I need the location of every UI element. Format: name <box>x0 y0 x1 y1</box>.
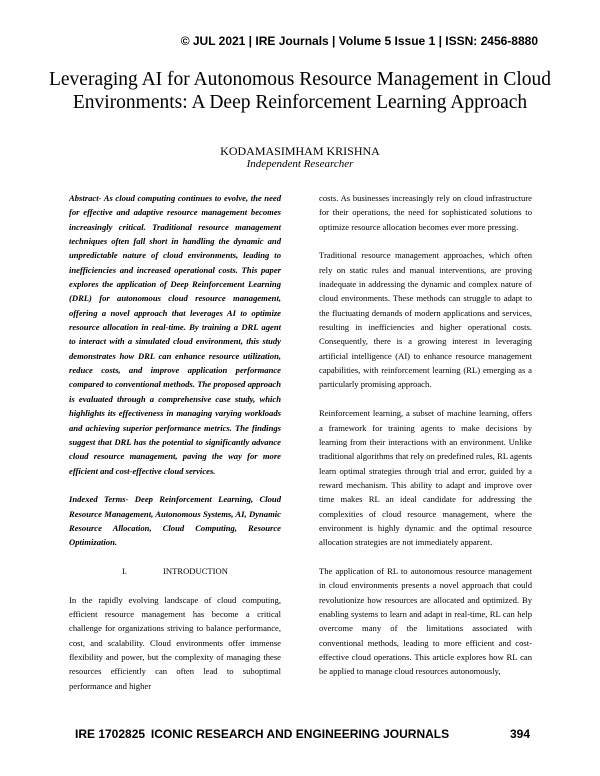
left-column <box>69 191 281 707</box>
journal-header: © JUL 2021 | IRE Journals | Volume 5 Issue 1 | ISSN: 2456-8880 <box>180 34 538 48</box>
paragraph: Reinforcement learning, a subset of machine learning, offers a framework for training agents to make decisions by learning from their interactions with an environment. Unlike traditional algorithms that rely on predefined rules, RL agents learn optimal strategies through trial and error, guided by a reward mechanism. This ability to adapt and improve over time makes RL an ideal candidate for addressing the complexities of cloud resource management, where the environment is highly dynamic and the optimal resource allocation strategies are not immediately apparent. <box>319 408 532 548</box>
section-number: I. <box>122 565 128 576</box>
footer-journal-name: ICONIC RESEARCH AND ENGINEERING JOURNALS <box>150 727 450 741</box>
abstract: Abstract- As cloud computing continues to evolve, the need for effective and adaptive resource management becomes increasingly critical. Traditional resource management techniques often fall short in handling the dynamic and unpredictable nature of cloud environments, leading to inefficiencies and increased operational costs. This paper explores the application of Deep Reinforcement Learning (DRL) for autonomous cloud resource management, offering a novel approach that leverages AI to optimize resource allocation in real-time. By training a DRL agent to interact with a simulated cloud environment, this study demonstrates how DRL can enhance resource utilization, reduce costs, and improve application performance compared to conventional methods. The proposed approach is evaluated through a comprehensive case study, which highlights its effectiveness in managing varying workloads and achieving superior performance metrics. The findings suggest that DRL has the potential to significantly advance cloud resource management, paving the way for more efficient and cost-effective cloud services. <box>69 193 281 476</box>
page-number: 394 <box>509 727 530 741</box>
index-terms: Indexed Terms- Deep Reinforcement Learning, Cloud Resource Management, Autonomous Systems, AI, Dynamic Resource Allocation, Cloud Computing, Resource Optimization. <box>69 494 281 548</box>
paragraph: costs. As businesses increasingly rely on cloud infrastructure for their operations, the need for sophisticated solutions to optimize resource allocation becomes ever more pressing. <box>319 193 532 232</box>
paper-title: Leveraging AI for Autonomous Resource Management in Cloud Environments: A Deep Reinforcement Learning Approach <box>48 69 552 113</box>
right-column <box>319 191 532 693</box>
footer-paper-id: IRE 1702825 <box>75 727 146 741</box>
section-title: INTRODUCTION <box>163 565 228 576</box>
paragraph: The application of RL to autonomous resource management in cloud environments presents a novel approach that could revolutionize how resources are allocated and optimized. By enabling systems to learn and adapt in real-time, RL can help overcome many of the limitations associated with conventional methods, leading to more efficient and cost-effective cloud operations. This article explores how RL can be applied to manage cloud resources autonomously, <box>319 565 532 677</box>
author-name: KODAMASIMHAM KRISHNA <box>220 144 380 158</box>
intro-paragraph: In the rapidly evolving landscape of cloud computing, efficient resource management has become a critical challenge for organizations striving to balance performance, cost, and scalability. Cloud environments offer immense flexibility and power, but the complexity of managing these resources efficiently can often lead to suboptimal performance and higher <box>69 594 281 691</box>
author-affiliation: Independent Researcher <box>246 158 354 170</box>
section-heading <box>69 564 281 578</box>
paragraph: Traditional resource management approaches, which often rely on static rules and manual interventions, are proving inadequate in addressing the dynamic and complex nature of cloud environments. These methods can struggle to adapt to the fluctuating demands of modern applications and services, resulting in inefficiencies and higher operational costs. Consequently, there is a growing interest in leveraging artificial intelligence (AI) to enhance resource management capabilities, with reinforcement learning (RL) emerging as a particularly promising approach. <box>319 250 532 390</box>
